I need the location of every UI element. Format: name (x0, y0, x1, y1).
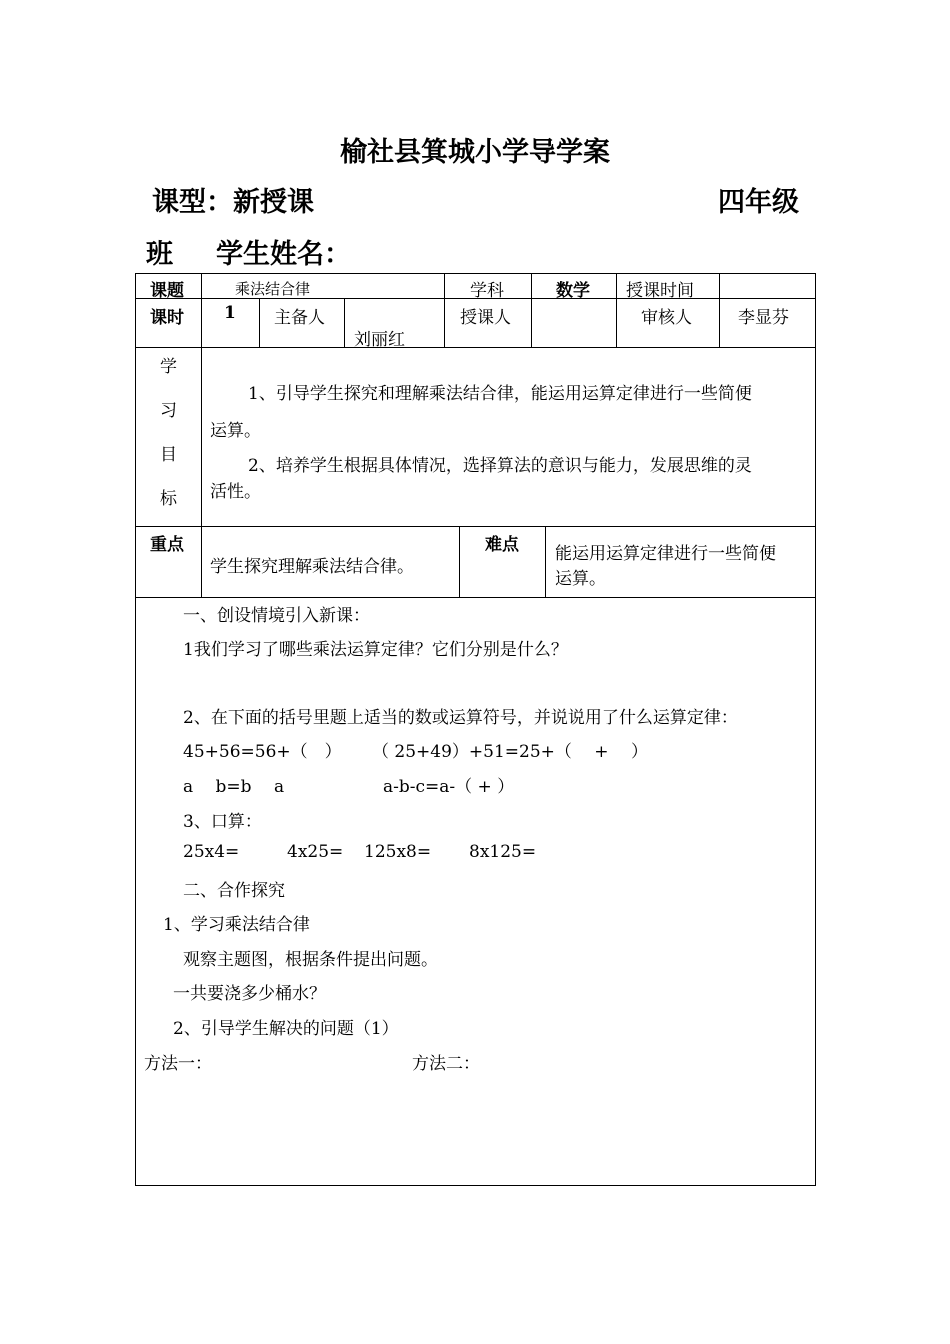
row-divider (135, 597, 816, 598)
table-border-right (815, 273, 816, 1186)
page-title: 榆社县箕城小学导学案 (340, 137, 610, 168)
key-point-label: 重点 (150, 535, 184, 555)
col-divider (201, 273, 202, 298)
col-divider (719, 298, 720, 347)
col-divider (201, 298, 202, 347)
section-1-heading: 一、创设情境引入新课： (183, 606, 370, 626)
col-divider (531, 298, 532, 347)
period-value: 1 (224, 303, 236, 323)
col-divider (201, 347, 202, 526)
reviewer-label: 审核人 (641, 308, 692, 328)
col-divider (459, 526, 460, 597)
objective-item-1-cont: 运算。 (210, 421, 261, 441)
objective-item-1: 1、引导学生探究和理解乘法结合律，能运用运算定律进行一些简便 (248, 384, 752, 404)
difficulty-value: 能运用运算定律进行一些简便 (555, 544, 776, 564)
method-2-label: 方法二： (412, 1054, 480, 1074)
question-1: 1我们学习了哪些乘法运算定律？它们分别是什么？ (183, 640, 568, 660)
section-2-heading: 二、合作探究 (183, 881, 285, 901)
teacher-label: 授课人 (460, 308, 511, 328)
water-question: 一共要浇多少桶水？ (173, 984, 326, 1004)
mental-math-1: 25x4= (183, 842, 240, 862)
student-name-label: 学生姓名： (216, 239, 351, 270)
col-divider (531, 273, 532, 298)
observe-instruction: 观察主题图，根据条件提出问题。 (183, 950, 438, 970)
table-border-top (135, 273, 816, 274)
col-divider (545, 526, 546, 597)
col-divider (444, 298, 445, 347)
mental-math-4: 8x125= (469, 842, 537, 862)
subject-value: 数学 (556, 281, 590, 301)
difficulty-label: 难点 (485, 535, 519, 555)
col-divider (616, 273, 617, 298)
method-1-label: 方法一： (144, 1054, 212, 1074)
topic-value: 乘法结合律 (235, 280, 311, 298)
table-border-left (135, 273, 136, 1186)
topic-label: 课题 (150, 281, 184, 301)
equation-c1: a b=b a (183, 777, 285, 797)
period-label: 课时 (150, 308, 184, 328)
subject-label: 学科 (470, 281, 504, 301)
class-label: 班 (146, 239, 173, 270)
col-divider (201, 526, 202, 597)
row-divider (135, 526, 816, 527)
objectives-label-char: 学 (160, 357, 177, 377)
section-2-item-2: 2、引导学生解决的问题（1） (173, 1019, 399, 1039)
row-divider (135, 347, 816, 348)
equation-c2: a-b-c=a-（ + ） (383, 777, 515, 797)
mental-math-3: 125x8= (364, 842, 432, 862)
time-label: 授课时间 (626, 281, 694, 301)
section-2-item-1: 1、学习乘法结合律 (163, 915, 310, 935)
objective-item-2: 2、培养学生根据具体情况，选择算法的意识与能力，发展思维的灵 (248, 456, 752, 476)
question-2: 2、在下面的括号里题上适当的数或运算符号，并说说用了什么运算定律： (183, 708, 738, 728)
col-divider (259, 298, 260, 347)
grade: 四年级 (718, 187, 799, 218)
col-divider (444, 273, 445, 298)
preparer-value: 刘丽红 (354, 330, 405, 350)
question-3: 3、口算： (183, 812, 262, 832)
objectives-label-char: 习 (160, 401, 177, 421)
col-divider (719, 273, 720, 298)
table-border-bottom (135, 1185, 816, 1186)
objectives-label-char: 标 (160, 489, 177, 509)
col-divider (616, 298, 617, 347)
preparer-label: 主备人 (274, 308, 325, 328)
difficulty-value-cont: 运算。 (555, 569, 606, 589)
mental-math-2: 4x25= (287, 842, 344, 862)
equation-b: （ 25+49）+51=25+（ + ） (372, 742, 648, 762)
reviewer-value: 李显芬 (738, 308, 789, 328)
objective-item-2-cont: 活性。 (210, 482, 261, 502)
col-divider (344, 298, 345, 347)
objectives-label-char: 目 (160, 445, 177, 465)
key-point-value: 学生探究理解乘法结合律。 (210, 557, 414, 577)
equation-a: 45+56=56+（ ） (183, 742, 342, 762)
lesson-type: 课型：新授课 (152, 187, 314, 218)
